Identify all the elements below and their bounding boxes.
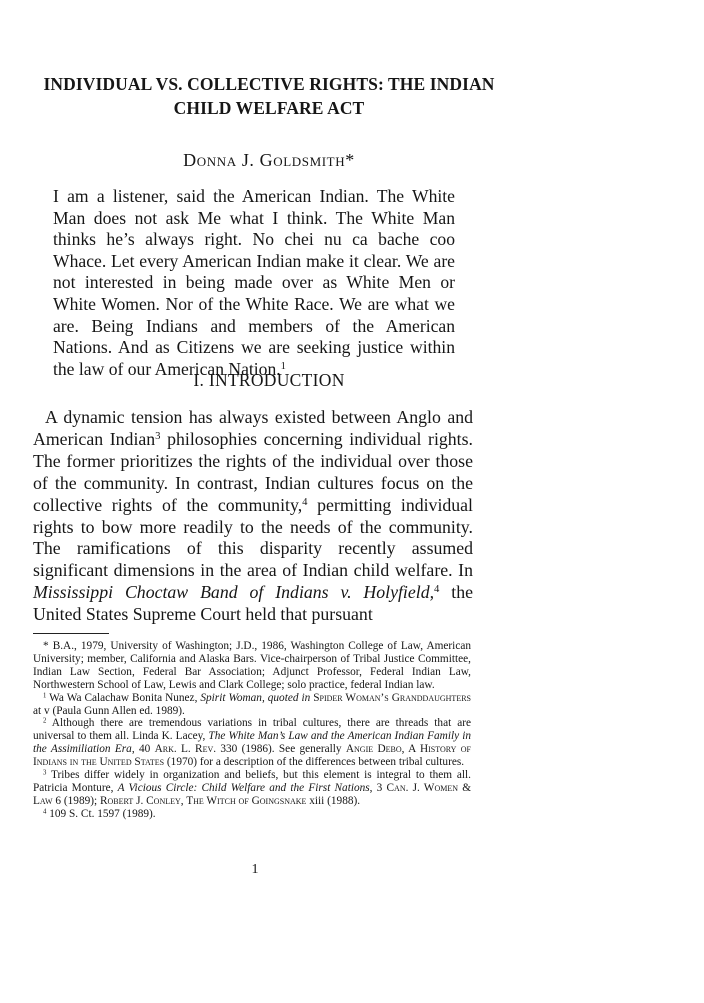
body-text-segment: the United States Supreme Court held that pursuant (33, 582, 473, 625)
footnote-smallcaps: Angie Debo, A History of Indians in the United States (33, 743, 471, 769)
body-text-segment: A dynamic tension has always existed between Anglo and American Indian (33, 407, 473, 449)
author-footnote-mark: * (345, 150, 355, 170)
footnote-text: 330 (1986). See generally (216, 743, 346, 756)
page-number: 1 (251, 862, 259, 877)
footnote-text: at v (Paula Gunn Allen ed. 1989). (33, 704, 185, 717)
footnote-text: Although there are tremendous variations in tribal cultures, there are threads that are universal to them all. Linda K. Lacey, (33, 717, 472, 743)
footnote-mark: 1 (43, 691, 47, 699)
footnote-ref-1: 1 (280, 360, 286, 372)
author-byline (34, 150, 504, 171)
footnote-ref-2: 3 (155, 430, 161, 443)
case-name: Mississippi Choctaw Band of Indians v. Holyfield, (33, 582, 435, 603)
footnote-italic: Spirit Woman, quoted in (200, 691, 311, 704)
footnote-text: 6 (1989); (52, 794, 100, 807)
body-text (33, 407, 473, 626)
article-title-line-1: INDIVIDUAL VS. COLLECTIVE RIGHTS: THE INDIAN (43, 74, 495, 94)
article-title-line-2: CHILD WELFARE ACT (173, 98, 365, 118)
footnote-ref-4: 4 (434, 583, 440, 596)
footnote-text: B.A., 1979, University of Washington; J.D., 1986, Washington College of Law, American University; member, California and Alaska Bars. Vice-chairperson of Tribal Justice Committee, Indian Law Section, Federal Bar Association; Adjunct Professor, Federal Indian Law, Northwestern School of Law, Lewis and Clark College; solo practice, federal Indian law. (33, 640, 471, 691)
footnote-text: (1970) for a description of the differences between tribal cultures. (164, 756, 465, 769)
footnote-4 (33, 808, 471, 821)
epigraph-text: I am a listener, said the American Indian. The White Man does not ask Me what I think. The White Man thinks he’s always right. No chei nu ca bache coo Whace. Let every American Indian make it clear. We are not interested in being made over as White Men or White Women. Nor of the White Race. We are what we are. Being Indians and members of the American Nations. And as Citizens we are seeking justice within the law of our American Nation. (53, 186, 455, 379)
footnotes (33, 640, 471, 821)
footnote-mark: 4 (43, 808, 47, 816)
footnote-text: , 40 (131, 743, 155, 756)
section-heading: I. INTRODUCTION (193, 370, 345, 390)
author-name: Donna J. Goldsmith (183, 150, 346, 170)
footnote-2 (33, 717, 471, 769)
body-paragraph (33, 407, 473, 626)
footnote-text: , 3 (369, 781, 387, 794)
body-text-segment: philosophies concerning individual rights. The former prioritizes the rights of the individual over those of the community. In contrast, Indian cultures focus on the collective rights of the community, (33, 428, 473, 515)
footnote-text: xiii (1988). (306, 794, 361, 807)
footnote-mark: 2 (43, 717, 47, 725)
footnote-star (33, 640, 471, 692)
footnote-text: Wa Wa Calachaw Bonita Nunez, (49, 691, 201, 704)
footnote-smallcaps: Robert J. Conley, The Witch of Goingsnake (99, 794, 307, 807)
footnote-3 (33, 769, 471, 808)
footnote-1 (33, 692, 471, 718)
footnote-text: 109 S. Ct. 1597 (1989). (49, 807, 156, 820)
epigraph-quote (53, 186, 455, 380)
footnote-smallcaps: Can. J. Women & Law (33, 781, 471, 807)
footnote-italic: A Vicious Circle: Child Welfare and the First Nations (117, 781, 370, 794)
footnote-ref-3: 4 (302, 495, 308, 508)
footnote-italic: The White Man’s Law and the American Indian Family in the Assimiliation Era (33, 730, 471, 756)
footnote-mark: 3 (43, 769, 47, 777)
body-text-segment: permitting individual rights to bow more readily to the needs of the community. The ramifications of this disparity recently assumed significant dimensions in the area of Indian child welfare. In (33, 494, 474, 581)
footnote-smallcaps: Spider Woman’s Granddaughters (313, 691, 471, 704)
footnote-divider (33, 633, 109, 634)
footnote-smallcaps: Ark. L. Rev. (154, 743, 217, 756)
footnote-text: Tribes differ widely in organization and beliefs, but this element is integral to them all. Patricia Monture, (33, 769, 471, 794)
footnote-mark: * (43, 640, 49, 652)
